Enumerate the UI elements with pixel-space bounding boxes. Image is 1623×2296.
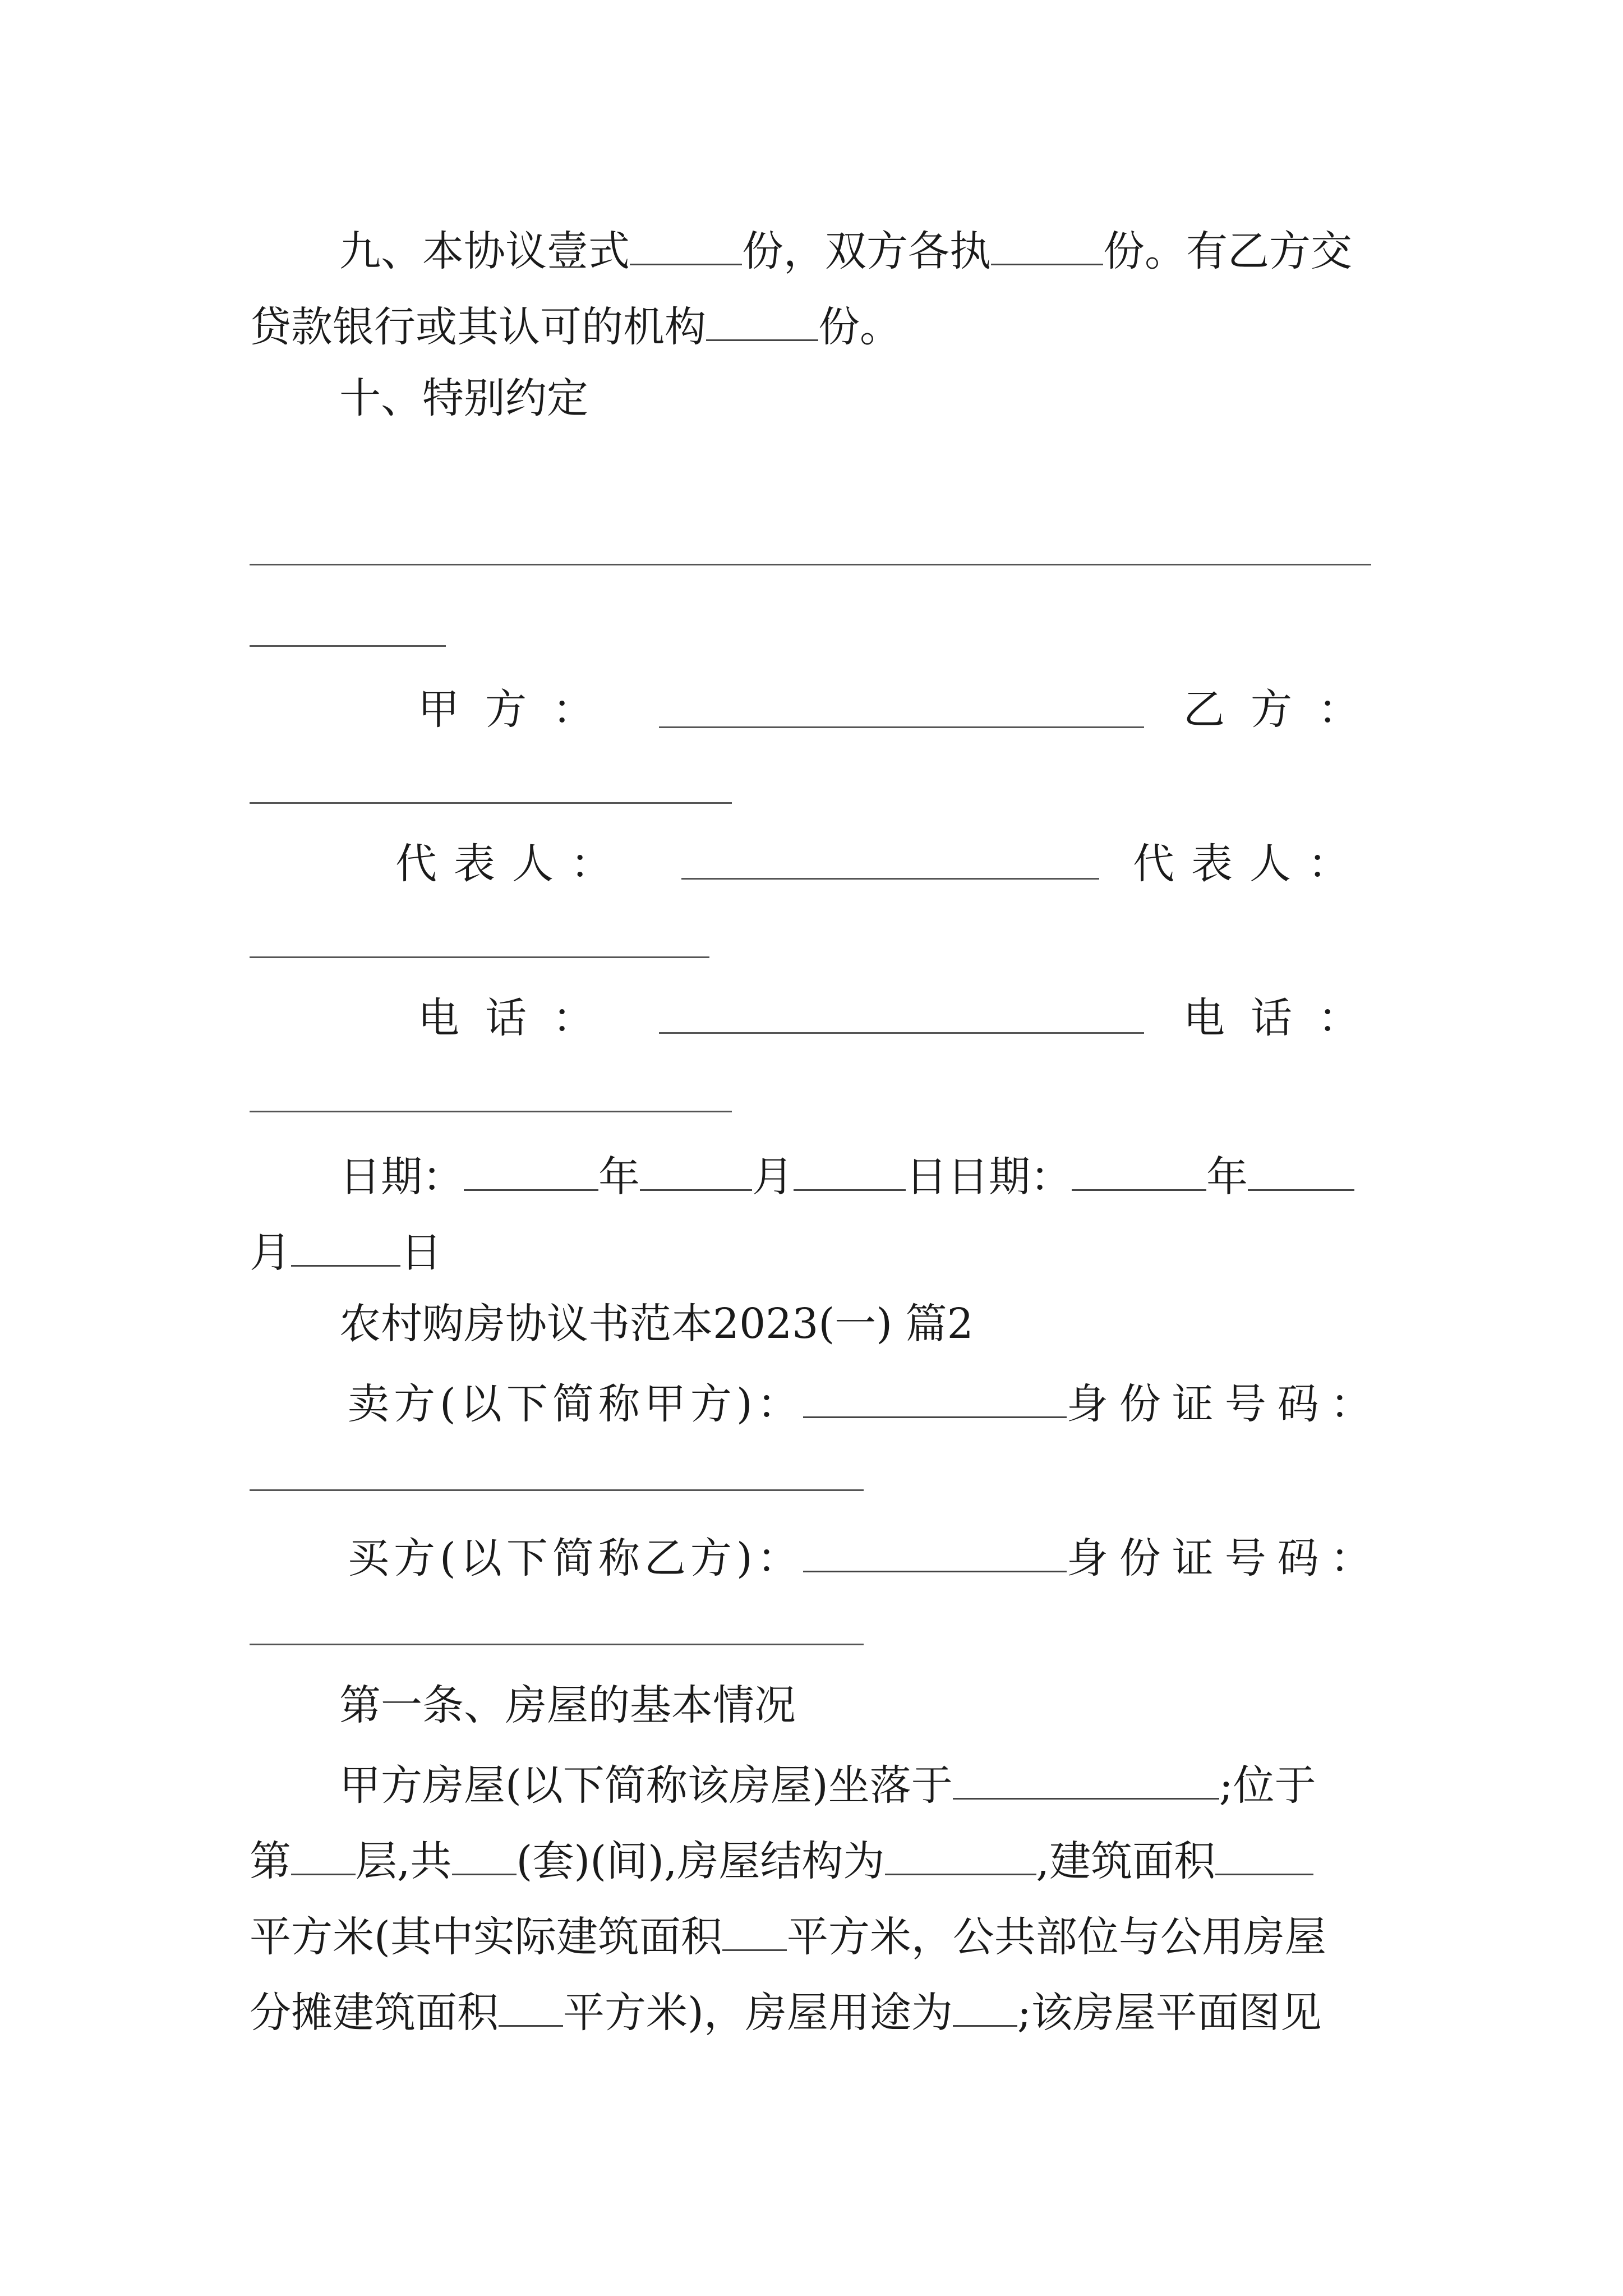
buyer-id-blank[interactable] xyxy=(250,1644,864,1645)
seller-id-blank[interactable] xyxy=(250,1489,864,1491)
rep-a-blank[interactable] xyxy=(681,878,1099,880)
special-terms-blank-line-2[interactable] xyxy=(250,645,446,647)
article1-title: 第一条、房屋的基本情况 xyxy=(339,1681,796,1729)
para10-title: 十、特别约定 xyxy=(339,374,588,422)
seller-name-blank[interactable] xyxy=(803,1372,1067,1418)
party-a-blank[interactable] xyxy=(659,726,1144,728)
buyer-name-blank[interactable] xyxy=(803,1526,1067,1572)
phone-b-label: 电话： xyxy=(1183,994,1385,1042)
seller-line: 卖方(以下简称甲方)： 身份证号码： xyxy=(348,1372,1387,1428)
actual-area-blank[interactable] xyxy=(722,1904,787,1951)
units-blank[interactable] xyxy=(452,1829,517,1875)
usage-blank[interactable] xyxy=(953,1980,1017,2027)
structure-blank[interactable] xyxy=(885,1829,1036,1875)
floor-blank[interactable] xyxy=(291,1829,356,1875)
article1-line1: 甲方房屋(以下简称该房屋)坐落于 ;位于 xyxy=(339,1753,1387,1809)
location-blank[interactable] xyxy=(953,1753,1219,1800)
special-terms-blank-line-1[interactable] xyxy=(250,564,1371,565)
date-a-month-blank[interactable] xyxy=(640,1144,752,1191)
rep-b-label: 代表人： xyxy=(1133,840,1366,888)
phone-a-blank[interactable] xyxy=(659,1032,1144,1034)
phone-b-blank[interactable] xyxy=(250,1111,732,1112)
copies-total-blank[interactable] xyxy=(630,219,742,265)
date-b-day-blank[interactable] xyxy=(291,1220,400,1267)
date-line: 日期： 年 月 日日期： 年 xyxy=(339,1144,1387,1200)
copies-each-blank[interactable] xyxy=(991,219,1103,265)
article1-line2: 第 层,共 (套)(间),房屋结构为 ,建筑面积 xyxy=(250,1829,1387,1885)
party-a-label: 甲方： xyxy=(418,685,620,734)
article1-line3: 平方米(其中实际建筑面积 平方米，公共部位与公用房屋 xyxy=(250,1904,1387,1961)
rep-b-blank[interactable] xyxy=(250,956,709,958)
date-line-2: 月 日 xyxy=(250,1220,1387,1276)
area-blank[interactable] xyxy=(1215,1829,1313,1875)
date-a-day-blank[interactable] xyxy=(794,1144,906,1191)
buyer-line: 买方(以下简称乙方)： 身份证号码： xyxy=(348,1526,1387,1582)
rep-a-label: 代表人： xyxy=(395,840,629,888)
date-a-year-blank[interactable] xyxy=(464,1144,598,1191)
para9-line2: 贷款银行或其认可的机构 份。 xyxy=(250,295,1387,351)
section2-heading: 农村购房协议书范本2023(一) 篇2 xyxy=(339,1300,974,1348)
copies-bank-blank[interactable] xyxy=(706,295,818,341)
date-b-month-blank[interactable] xyxy=(1248,1144,1354,1191)
para9-line1: 九、本协议壹式 份，双方各执 份。有乙方交 xyxy=(339,219,1387,275)
phone-a-label: 电话： xyxy=(418,994,620,1042)
party-b-label: 乙方： xyxy=(1183,685,1385,734)
article1-line4: 分摊建筑面积 平方米)，房屋用途为 ;该房屋平面图见 xyxy=(250,1980,1387,2036)
party-b-blank[interactable] xyxy=(250,802,732,804)
shared-area-blank[interactable] xyxy=(499,1980,563,2027)
date-b-year-blank[interactable] xyxy=(1072,1144,1206,1191)
